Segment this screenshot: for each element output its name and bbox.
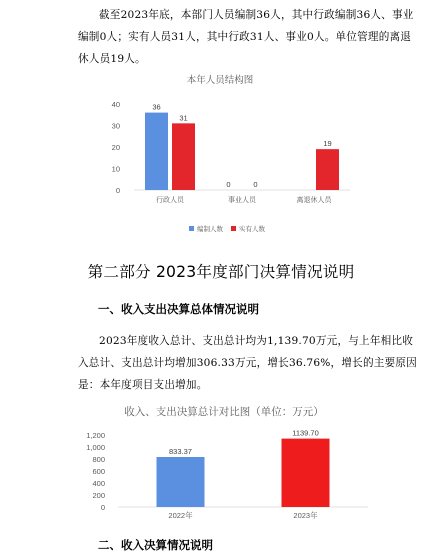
income-expense-chart bbox=[0, 398, 442, 520]
legend-swatch bbox=[189, 226, 194, 231]
y-tick-label: 800 bbox=[92, 455, 105, 464]
bar-实有人数 bbox=[172, 123, 195, 190]
x-tick-label: 离退休人员 bbox=[296, 197, 332, 204]
y-tick-label: 1,200 bbox=[86, 431, 105, 440]
part2-title: 第二部分 2023年度部门决算情况说明 bbox=[87, 263, 355, 281]
x-tick-label: 事业人员 bbox=[228, 197, 256, 204]
x-tick-label: 行政人员 bbox=[156, 197, 184, 204]
y-tick-label: 600 bbox=[92, 467, 105, 476]
x-tick-label: 2023年 bbox=[293, 511, 318, 520]
bar-编制人数 bbox=[145, 113, 168, 190]
legend-label: 实有人数 bbox=[239, 226, 265, 233]
y-tick-label: 40 bbox=[111, 100, 120, 109]
data-label: 31 bbox=[179, 113, 188, 123]
y-tick-label: 20 bbox=[111, 143, 120, 152]
y-tick-label: 0 bbox=[115, 186, 120, 195]
data-label: 1139.70 bbox=[292, 428, 319, 438]
data-label: 0 bbox=[226, 180, 231, 189]
x-tick-label: 2022年 bbox=[168, 511, 193, 520]
data-label: 833.37 bbox=[169, 446, 192, 456]
chart-title: 本年人员结构图 bbox=[186, 75, 254, 86]
legend-swatch bbox=[231, 226, 236, 231]
data-label: 19 bbox=[323, 139, 332, 149]
data-label: 36 bbox=[152, 102, 161, 112]
staffing-paragraph: 截至2023年底，本部门人员编制36人，其中行政编制36人、事业编制0人；实有人员31人，其中行政31人、事业0人。单位管理的离退休人员19人。 bbox=[78, 9, 414, 65]
staff-structure-chart bbox=[0, 66, 442, 256]
income-expense-paragraph: 2023年度收入总计、支出总计均为1,139.70万元，与上年相比收入总计、支出总计均增加306.33万元，增长36.76%，增长的主要原因是：本年度项目支出增加。 bbox=[78, 335, 417, 391]
y-tick-label: 30 bbox=[111, 121, 120, 131]
section1-title: 一、收入支出决算总体情况说明 bbox=[98, 302, 259, 316]
legend-label: 编制人数 bbox=[197, 226, 223, 233]
bar-2023年 bbox=[282, 439, 330, 507]
y-tick-label: 1,000 bbox=[86, 443, 105, 452]
bar-2022年 bbox=[157, 457, 205, 507]
y-tick-label: 200 bbox=[92, 491, 105, 500]
y-tick-label: 0 bbox=[100, 503, 105, 512]
bar-实有人数 bbox=[316, 149, 339, 190]
y-tick-label: 400 bbox=[92, 479, 105, 488]
y-tick-label: 10 bbox=[111, 164, 120, 174]
section2-title: 二、收入决算情况说明 bbox=[98, 538, 213, 552]
chart-title: 收入、支出决算总计对比图（单位：万元） bbox=[124, 406, 324, 418]
data-label: 0 bbox=[253, 180, 258, 189]
